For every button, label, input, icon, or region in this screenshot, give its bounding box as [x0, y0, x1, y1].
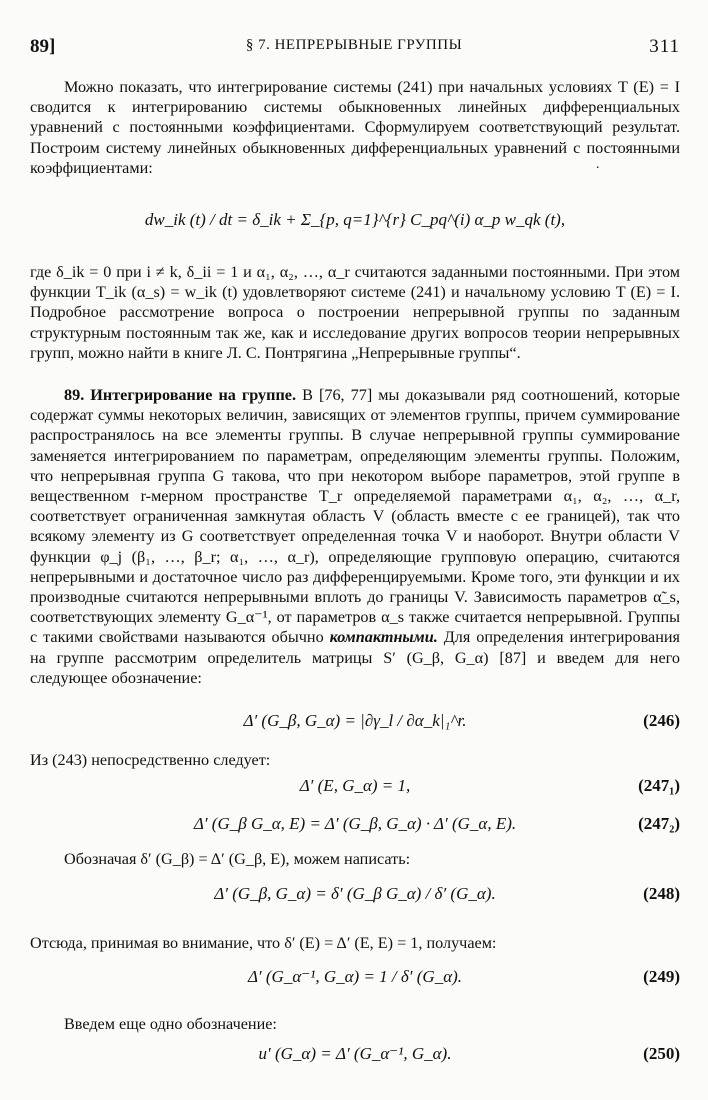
equation-248-expr: Δ′ (G_β, G_α) = δ′ (G_β G_α) / δ′ (G_α).: [214, 884, 496, 903]
equation-247-1: [30, 776, 680, 806]
equation-247-2-label: (247₂): [638, 814, 680, 833]
equation-250-label: (250): [643, 1044, 680, 1063]
text-introduce: Введем еще одно обозначение:: [64, 1015, 277, 1033]
equation-249-label: (249): [643, 967, 680, 986]
term-compact: компактными.: [329, 628, 438, 647]
equation-246-expr: Δ′ (G_β, G_α) = |∂γ_l / ∂α_k|₁^r.: [243, 711, 467, 730]
formula-ode-rhs: = δ_ik + Σ_{p, q=1}^{r} C_pq^(i) α_p w_qk (t),: [236, 210, 566, 229]
equation-246-label: (246): [643, 711, 680, 730]
formula-ode-lhs: dw_ik (t) / dt: [144, 210, 233, 229]
text-hence: Отсюда, принимая во внимание, что δ′ (E) = Δ′ (E, E) = 1, получаем:: [30, 934, 497, 952]
paragraph-constants: где δ_ik = 0 при i ≠ k, δ_ii = 1 и α₁, α₂, …, α_r считаются заданными постоянными. При этом функции T_ik (α_s) = w_ik (t) удовлетворяют системе (241) и начальному условию T (E) = I. Подробное рассмотрение вопроса о построении непрерывной группы по заданным структурным постоянным так же, как и исследование других вопросов теории непрерывных групп, можно найти в книге Л. С. Понтрягина „Непрерывные группы“.: [30, 263, 680, 362]
equation-248: [30, 880, 680, 910]
running-title: § 7. НЕПРЕРЫВНЫЕ ГРУППЫ: [245, 37, 463, 53]
equation-247-2-expr: Δ′ (G_β G_α, E) = Δ′ (G_β, G_α) · Δ′ (G_α, E).: [193, 814, 517, 833]
equation-250-expr: u′ (G_α) = Δ′ (G_α⁻¹, G_α).: [258, 1044, 452, 1063]
text-denoting: Обозначая δ′ (G_β) = Δ′ (G_β, E), можем написать:: [64, 850, 411, 868]
section-89: [30, 385, 680, 688]
paragraph-intro: Можно показать, что интегрирование системы (241) при начальных условиях T (E) = I сводится к интегрированию системы обыкновенных линейных дифференциальных уравнений с постоянными коэффициентами. Сформулируем соответствующий результат. Построим систему линейных обыкновенных дифференциальных уравнений с постоянными коэффициентами:: [30, 78, 680, 177]
page-number: 311: [649, 36, 680, 57]
section-body: В [76, 77] мы доказывали ряд соотношений, которые содержат суммы некоторых величин, зависящих от элементов группы, причем суммирование распространялось на все элементы группы. В случае непрерывной группы суммирование заменяется интегрированием по параметрам, определяющим элементы группы. Положим, что непрерывная группа G такова, что при некотором выборе параметров, этой группе в вещественном r-мерном пространстве T_r определяемой параметрами α₁, α₂, …, α_r, соответствует ограниченная замкнутая область V (область вместе с ее границей), так что всякому элементу из G соответствует определенная точка V и наоборот. Внутри области V функции φ_j (β₁, …, β_r; α₁, …, α_r), определяющие групповую операцию, считаются непрерывными и достаточное число раз дифференцируемыми. Кроме того, эти функции и их производные считаются непрерывными вплоть до границы V. Зависимость параметров α̃_s, соответствующих элементу G_α⁻¹, от параметров α_s также считается непрерывной. Группы с такими свойствами называются обычно: [30, 386, 680, 647]
formula-ode: [30, 198, 680, 248]
equation-249-expr: Δ′ (G_α⁻¹, G_α) = 1 / δ′ (G_α).: [247, 967, 463, 986]
stray-mark: ·: [595, 161, 600, 176]
equation-247-1-label: (247₁): [638, 776, 680, 795]
text-from-243: Из (243) непосредственно следует:: [30, 751, 271, 769]
section-number: 89]: [30, 36, 56, 57]
equation-248-label: (248): [643, 884, 680, 903]
equation-247-1-expr: Δ′ (E, G_α) = 1,: [299, 776, 411, 795]
running-header: [0, 36, 708, 60]
equation-250: [30, 1044, 680, 1074]
equation-247-2: [30, 814, 680, 844]
equation-246: [30, 707, 680, 737]
section-body-end: Для определения интегрирования на группе рассмотрим определитель матрицы S′ (G_β, G_α) [87] и введем для него следующее обозначение:: [30, 628, 681, 687]
equation-249: [30, 963, 680, 993]
section-heading: 89. Интегрирование на группе.: [64, 386, 297, 404]
